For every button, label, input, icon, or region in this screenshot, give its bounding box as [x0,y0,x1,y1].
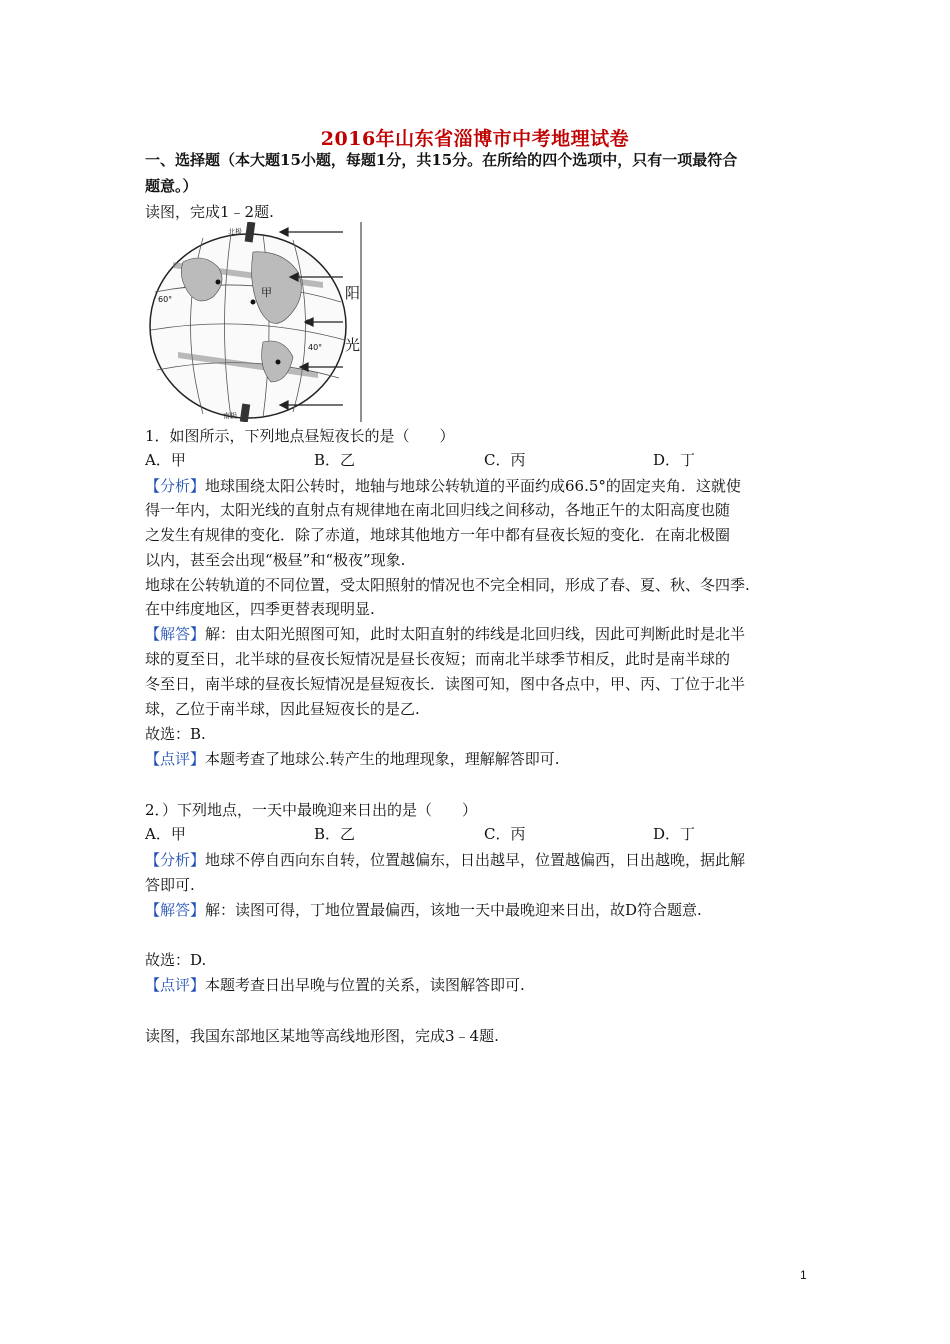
sunlight-label-guang: 光 [345,336,361,354]
q2-option-a: A．甲 [145,825,186,843]
globe-sunlight-figure [143,222,368,422]
q2-option-c: C．丙 [484,825,526,843]
q1-answer-line-1: 【解答】解：由太阳光照图可知，此时太阳直射的纬线是北回归线，因此可判断此时是北半 [145,625,746,643]
q2-option-d: D．丁 [653,825,696,843]
section-heading-line-1: 一、选择题（本大题15小题，每题1分，共15分。在所给的四个选项中，只有一项最符合 [145,151,738,169]
q1-analysis-line-4: 以内，甚至会出现“极昼”和“极夜”现象. [145,551,406,569]
q1-analysis-tag: 【分析】 [145,477,206,495]
q1-choice: 故选：B. [145,725,206,743]
q1-answer-line-2: 球的夏至日，北半球的昼夜长短情况是昼长夜短；而南北半球季节相反，此时是南半球的 [145,650,731,668]
q1-options [0,449,950,473]
north-pole-label: 北极 [228,228,242,236]
q2-answer-tag: 【解答】 [145,901,206,919]
q2-analysis-line-2: 答即可. [145,876,195,894]
q1-answer-line-4: 球，乙位于南半球，因此昼短夜长的是乙. [145,700,420,718]
latitude-60-label: 60° [158,295,173,304]
page-number: 1 [800,1268,807,1282]
q2-analysis-line-1: 【分析】地球不停自西向东自转，位置越偏东，日出越早，位置越偏西，日出越晚，据此解 [145,851,746,869]
intro-q3-q4: 读图，我国东部地区某地等高线地形图，完成3﹣4题. [145,1027,499,1045]
latitude-40-label: 40° [308,343,323,352]
q1-comment-tag: 【点评】 [145,750,206,768]
page-title: 2016年山东省淄博市中考地理试卷 [320,128,630,150]
q1-analysis-line-2: 得一年内，太阳光线的直射点有规律地在南北回归线之间移动，各地正午的太阳高度也随 [145,501,731,519]
q2-comment-tag: 【点评】 [145,976,206,994]
q2-comment: 【点评】本题考查日出早晚与位置的关系，读图解答即可. [145,976,525,994]
sunlight-label-yang: 阳 [345,284,361,302]
q1-stem: 1．如图所示，下列地点昼短夜长的是（ ） [145,427,455,445]
q1-option-b: B．乙 [314,451,356,469]
q1-option-a: A．甲 [145,451,186,469]
q1-answer-tag: 【解答】 [145,625,206,643]
q1-answer-line-3: 冬至日，南半球的昼夜长短情况是昼短夜长．读图可知，图中各点中，甲、丙、丁位于北半 [145,675,746,693]
section-heading-line-2: 题意。） [145,177,198,195]
q1-analysis-line-3: 之发生有规律的变化．除了赤道，地球其他地方一年中都有昼夜长短的变化．在南北极圈 [145,526,731,544]
q2-option-b: B．乙 [314,825,356,843]
q1-analysis-line-1: 【分析】地球围绕太阳公转时，地轴与地球公转轨道的平面约成66.5°的固定夹角．这就使 [145,477,741,495]
q2-choice: 故选：D. [145,951,207,969]
point-jia-label: 甲 [261,286,272,299]
q2-analysis-tag: 【分析】 [145,851,206,869]
q1-extra-line-1: 地球在公转轨道的不同位置，受太阳照射的情况也不完全相同，形成了春、夏、秋、冬四季. [145,576,750,594]
south-pole-label: 南极 [223,412,237,420]
q1-extra-line-2: 在中纬度地区，四季更替表现明显. [145,600,375,618]
q1-option-d: D．丁 [653,451,696,469]
q1-comment: 【点评】本题考查了地球公.转产生的地理现象，理解解答即可. [145,750,560,768]
q1-option-c: C．丙 [484,451,526,469]
q2-stem: 2．）下列地点，一天中最晚迎来日出的是（ ） [145,801,478,819]
q2-answer: 【解答】解：读图可得，丁地位置最偏西，该地一天中最晚迎来日出，故D符合题意. [145,901,702,919]
intro-q1-q2: 读图，完成1﹣2题. [145,203,274,221]
q2-options [0,823,950,847]
